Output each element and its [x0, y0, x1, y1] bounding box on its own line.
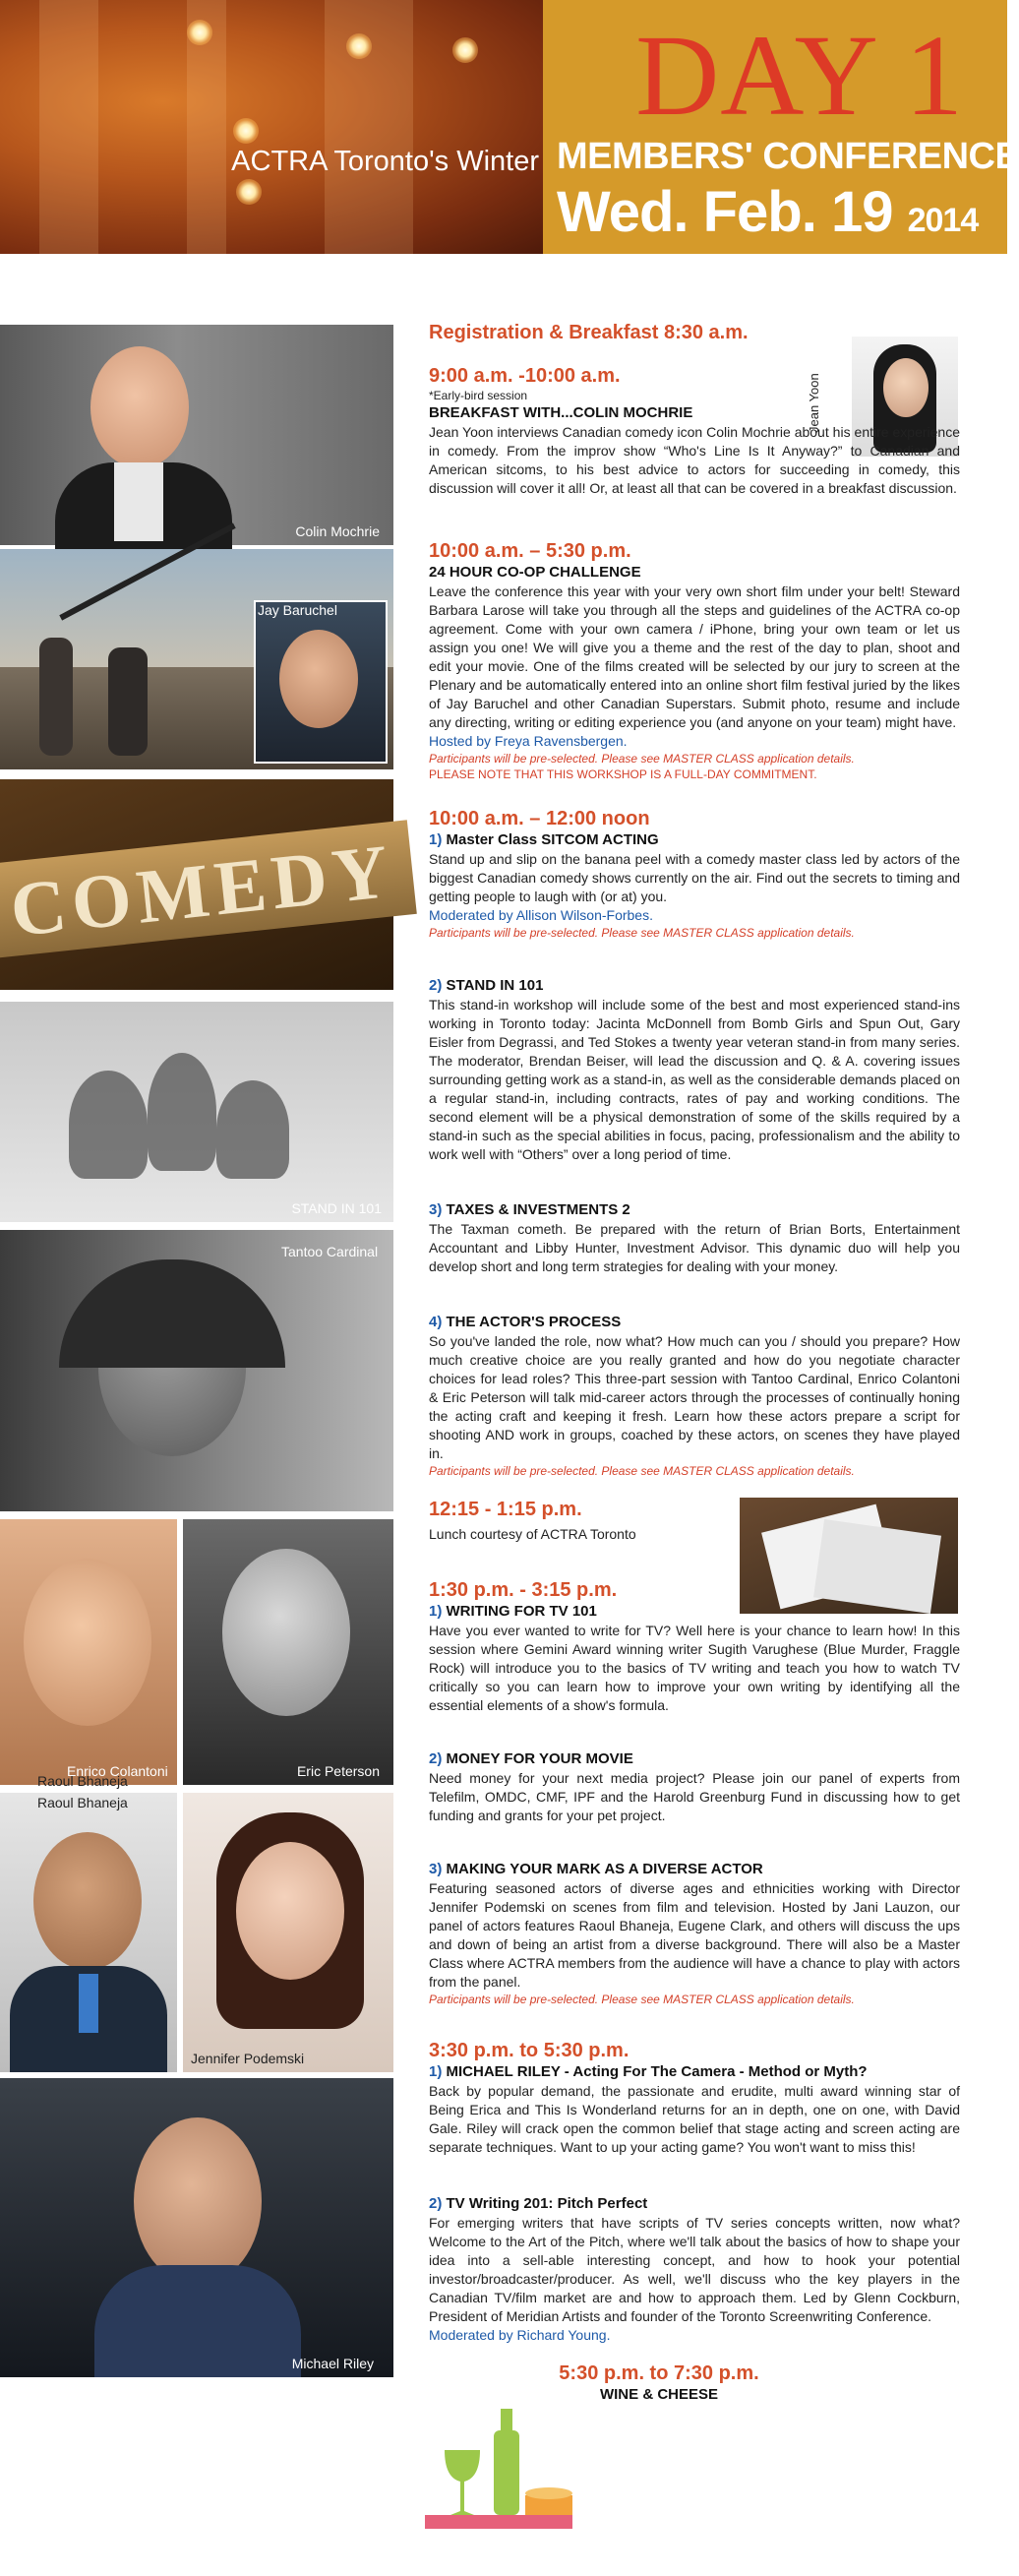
session-description: Featuring seasoned actors of diverse ages and ethnicities working with Director Jennifer Podemski on scenes from film and television. Hosted by Jani Lauzon, our panel of actors features Raoul Bhaneja, Eugene Clark, and others will discuss the ups and down of being an artist from a diverse background. There will also be a Master Class where ACTRA members from the audience will have a chance to play with actors from the panel.	[429, 1880, 960, 1990]
caption-raoul-bhaneja: Raoul Bhaneja	[37, 1795, 128, 1810]
session-actors-process	[429, 1313, 960, 1479]
session-description: Have you ever wanted to write for TV? Well here is your chance to learn how! In this session where Gemini Award winning writer Sugith Varughese (Blue Murder, Fraggle Rock) will introduce you to the basics of TV writing and teach you how to watch TV critically so you can learn how to improve your own writing by identifying all the essential elements of a show's formula.	[429, 1623, 960, 1713]
session-description: Back by popular demand, the passionate and erudite, multi award winning star of Being Erica and This Is Wonderland returns for an in depth, one on one, with David Gale. Riley will crack open the common belief that stage acting and screen acting are separate techniques. Want to up your acting game? You won't want to miss this!	[429, 2083, 960, 2155]
photo-raoul-bhaneja: Raoul Bhaneja	[0, 1793, 177, 2072]
session-description: So you've landed the role, now what? How much can you / should you prepare? How much creative choice are you really granted and how do you negotiate character choices for lead roles? This three-part session with Tantoo Cardinal, Enrico Colantoni & Eric Peterson will talk mid-career actors through the processes of continually honing the acting craft and keeping it fresh. Learn how these actors prepare a script for shooting AND work in groups, coached by these actors, on scenes they have played in.	[429, 1333, 960, 1461]
session-host: Hosted by Freya Ravensbergen.	[429, 733, 628, 749]
session-taxes	[429, 1200, 960, 1276]
session-title: BREAKFAST WITH...COLIN MOCHRIE	[429, 404, 693, 421]
session-description: For emerging writers that have scripts of TV series concepts written, now what? Welcome to the Art of the Pitch, where we'll talk about the basics of how to shape your idea into a sell-able interesting concept, and how to hook your potential investor/broadcaster/producer. As well, we'll discuss who the key players in the Canadian TV/film market are and how to approach them. Led by Glenn Cockburn, President of Meridian Artists and founder of the Toronto Screenwriting Conference.	[429, 2215, 960, 2324]
session-title: 2) MONEY FOR YOUR MOVIE	[429, 1750, 633, 1767]
session-description: This stand-in workshop will include some of the best and most experienced stand-ins working in Toronto today: Jacinta McDonnell from Bomb Girls and Spun Out, Gary Eisler from Degrassi, and Ted Stokes a twenty year veteran stand-in from many series. The moderator, Brendan Beiser, will lead the discussion and Q. & A. covering issues surrounding getting work as a stand-in, as well as the considerable demands placed on a regular stand-in, including contracts, rates of pay and working conditions. The second element will be a physical demonstration of some of the skills required by a stand-in such as the special abilities in focus, pacing, professionalism and the ability to work well with “Others” over a long period of time.	[429, 997, 960, 1162]
conference-title: MEMBERS' CONFERENCE	[557, 136, 1019, 177]
early-bird-note: *Early-bird session	[429, 389, 528, 402]
session-title: 24 HOUR CO-OP CHALLENGE	[429, 564, 641, 581]
session-description: Jean Yoon interviews Canadian comedy icon Colin Mochrie about his entire experience in comedy. From the improv show “Who's Line Is It Anyway?” to Canadian and American sitcoms, to his best advice to actors for succeeding in comedy, this discussion will cover it all! Or, at least all that can be covered in a breakfast discussion.	[429, 424, 960, 496]
registration-time: Registration & Breakfast 8:30 a.m.	[429, 322, 749, 343]
session-money-movie	[429, 1749, 960, 1825]
photo-enrico-colantoni: Enrico Colantoni	[0, 1519, 177, 1785]
session-lunch	[429, 1498, 724, 1544]
session-description: The Taxman cometh. Be prepared with the return of Brian Borts, Entertainment Accountant and Libby Hunter, Investment Advisor. This dynamic duo will help you develop short and long term strategies for dealing with your money.	[429, 1221, 960, 1274]
session-tv-writing-201	[429, 2194, 960, 2345]
session-time: 10:00 a.m. – 12:00 noon	[429, 808, 650, 829]
session-time: 5:30 p.m. to 7:30 p.m.	[559, 2362, 759, 2384]
session-moderator: Moderated by Richard Young.	[429, 2327, 611, 2343]
wine-cheese-illustration	[425, 2391, 582, 2548]
session-title: 4) THE ACTOR'S PROCESS	[429, 1314, 622, 1330]
header-lights-image	[0, 0, 543, 254]
session-time: 9:00 a.m. -10:00 a.m.	[429, 365, 621, 387]
session-title: 2) STAND IN 101	[429, 977, 544, 994]
photo-colin-mochrie: Colin Mochrie	[0, 325, 393, 545]
session-description: Stand up and slip on the banana peel with a comedy master class led by actors of the biggest Canadian comedy shows currently on the air. Find out the secrets to timing and getting people to laugh with (or at) you.	[429, 851, 960, 904]
session-breakfast	[429, 364, 842, 423]
session-description: Lunch courtesy of ACTRA Toronto	[429, 1526, 636, 1542]
session-time: 12:15 - 1:15 p.m.	[429, 1499, 582, 1520]
session-co-op-challenge	[429, 539, 960, 782]
session-diverse-actor	[429, 1860, 960, 2007]
session-title: 3) TAXES & INVESTMENTS 2	[429, 1201, 630, 1218]
session-title: 2) TV Writing 201: Pitch Perfect	[429, 2195, 648, 2212]
session-time: 10:00 a.m. – 5:30 p.m.	[429, 540, 631, 562]
day-title: DAY 1	[635, 11, 964, 140]
session-note: Participants will be pre-selected. Please see MASTER CLASS application details.	[429, 1464, 855, 1478]
session-sitcom-acting	[429, 807, 960, 941]
session-title: WINE & CHEESE	[599, 2386, 718, 2403]
photo-film-set: Jay Baruchel	[0, 549, 393, 769]
photo-comedy-marquee: COMEDY	[0, 779, 393, 990]
header-banner	[0, 0, 1019, 254]
photo-stand-in-shadows: STAND IN 101	[0, 1002, 393, 1222]
session-note: Participants will be pre-selected. Please see MASTER CLASS application details.	[429, 752, 855, 766]
session-michael-riley	[429, 2039, 960, 2157]
session-description: Leave the conference this year with your very own short film under your belt! Steward Barbara Larose will take you through all the steps and guidelines of the ACTRA co-op agreement. Come with your own camera / iPhone, bring your own team or let us assign you one! We will give you a theme and the rest of the day to plan, shoot and edit your movie. One of the films created will be selected by our jury to screen at the Plenary and be automatically entered into an online short film festival juried by the likes of Jay Baruchel and other Canadian Superstars. Submit photo, resume and include any directing, writing or editing experience you (and anyone on your team) might have.	[429, 583, 960, 730]
photo-michael-riley: Michael Riley	[0, 2078, 393, 2377]
registration-block	[429, 321, 960, 344]
photo-jennifer-podemski: Jennifer Podemski	[183, 1793, 393, 2072]
session-description: Need money for your next media project? Please join our panel of experts from Telefilm, OMDC, CMF, IPF and the Harold Greenburg Fund in discussing how to get funding and grants for your pet project.	[429, 1770, 960, 1823]
session-title: 3) MAKING YOUR MARK AS A DIVERSE ACTOR	[429, 1861, 763, 1877]
session-time: 3:30 p.m. to 5:30 p.m.	[429, 2040, 629, 2061]
photo-eric-peterson: Eric Peterson	[183, 1519, 393, 1785]
caption-jean-yoon: Jean Yoon	[807, 373, 821, 433]
session-title: 1) Master Class SITCOM ACTING	[429, 831, 659, 848]
org-title: ACTRA Toronto's Winter	[231, 146, 539, 177]
conference-date: Wed. Feb. 19 2014	[557, 180, 979, 244]
session-stand-in	[429, 976, 960, 1164]
session-title: 1) MICHAEL RILEY - Acting For The Camera - Method or Myth?	[429, 2063, 868, 2080]
session-moderator: Moderated by Allison Wilson-Forbes.	[429, 907, 653, 923]
session-note-full-day: PLEASE NOTE THAT THIS WORKSHOP IS A FULL-DAY COMMITMENT.	[429, 767, 817, 781]
session-note: Participants will be pre-selected. Please see MASTER CLASS application details.	[429, 926, 855, 940]
session-writing-tv	[429, 1578, 960, 1715]
session-note: Participants will be pre-selected. Please see MASTER CLASS application details.	[429, 1993, 855, 2006]
session-time: 1:30 p.m. - 3:15 p.m.	[429, 1579, 618, 1601]
photo-tantoo-cardinal: Tantoo Cardinal	[0, 1230, 393, 1511]
session-title: 1) WRITING FOR TV 101	[429, 1603, 597, 1620]
